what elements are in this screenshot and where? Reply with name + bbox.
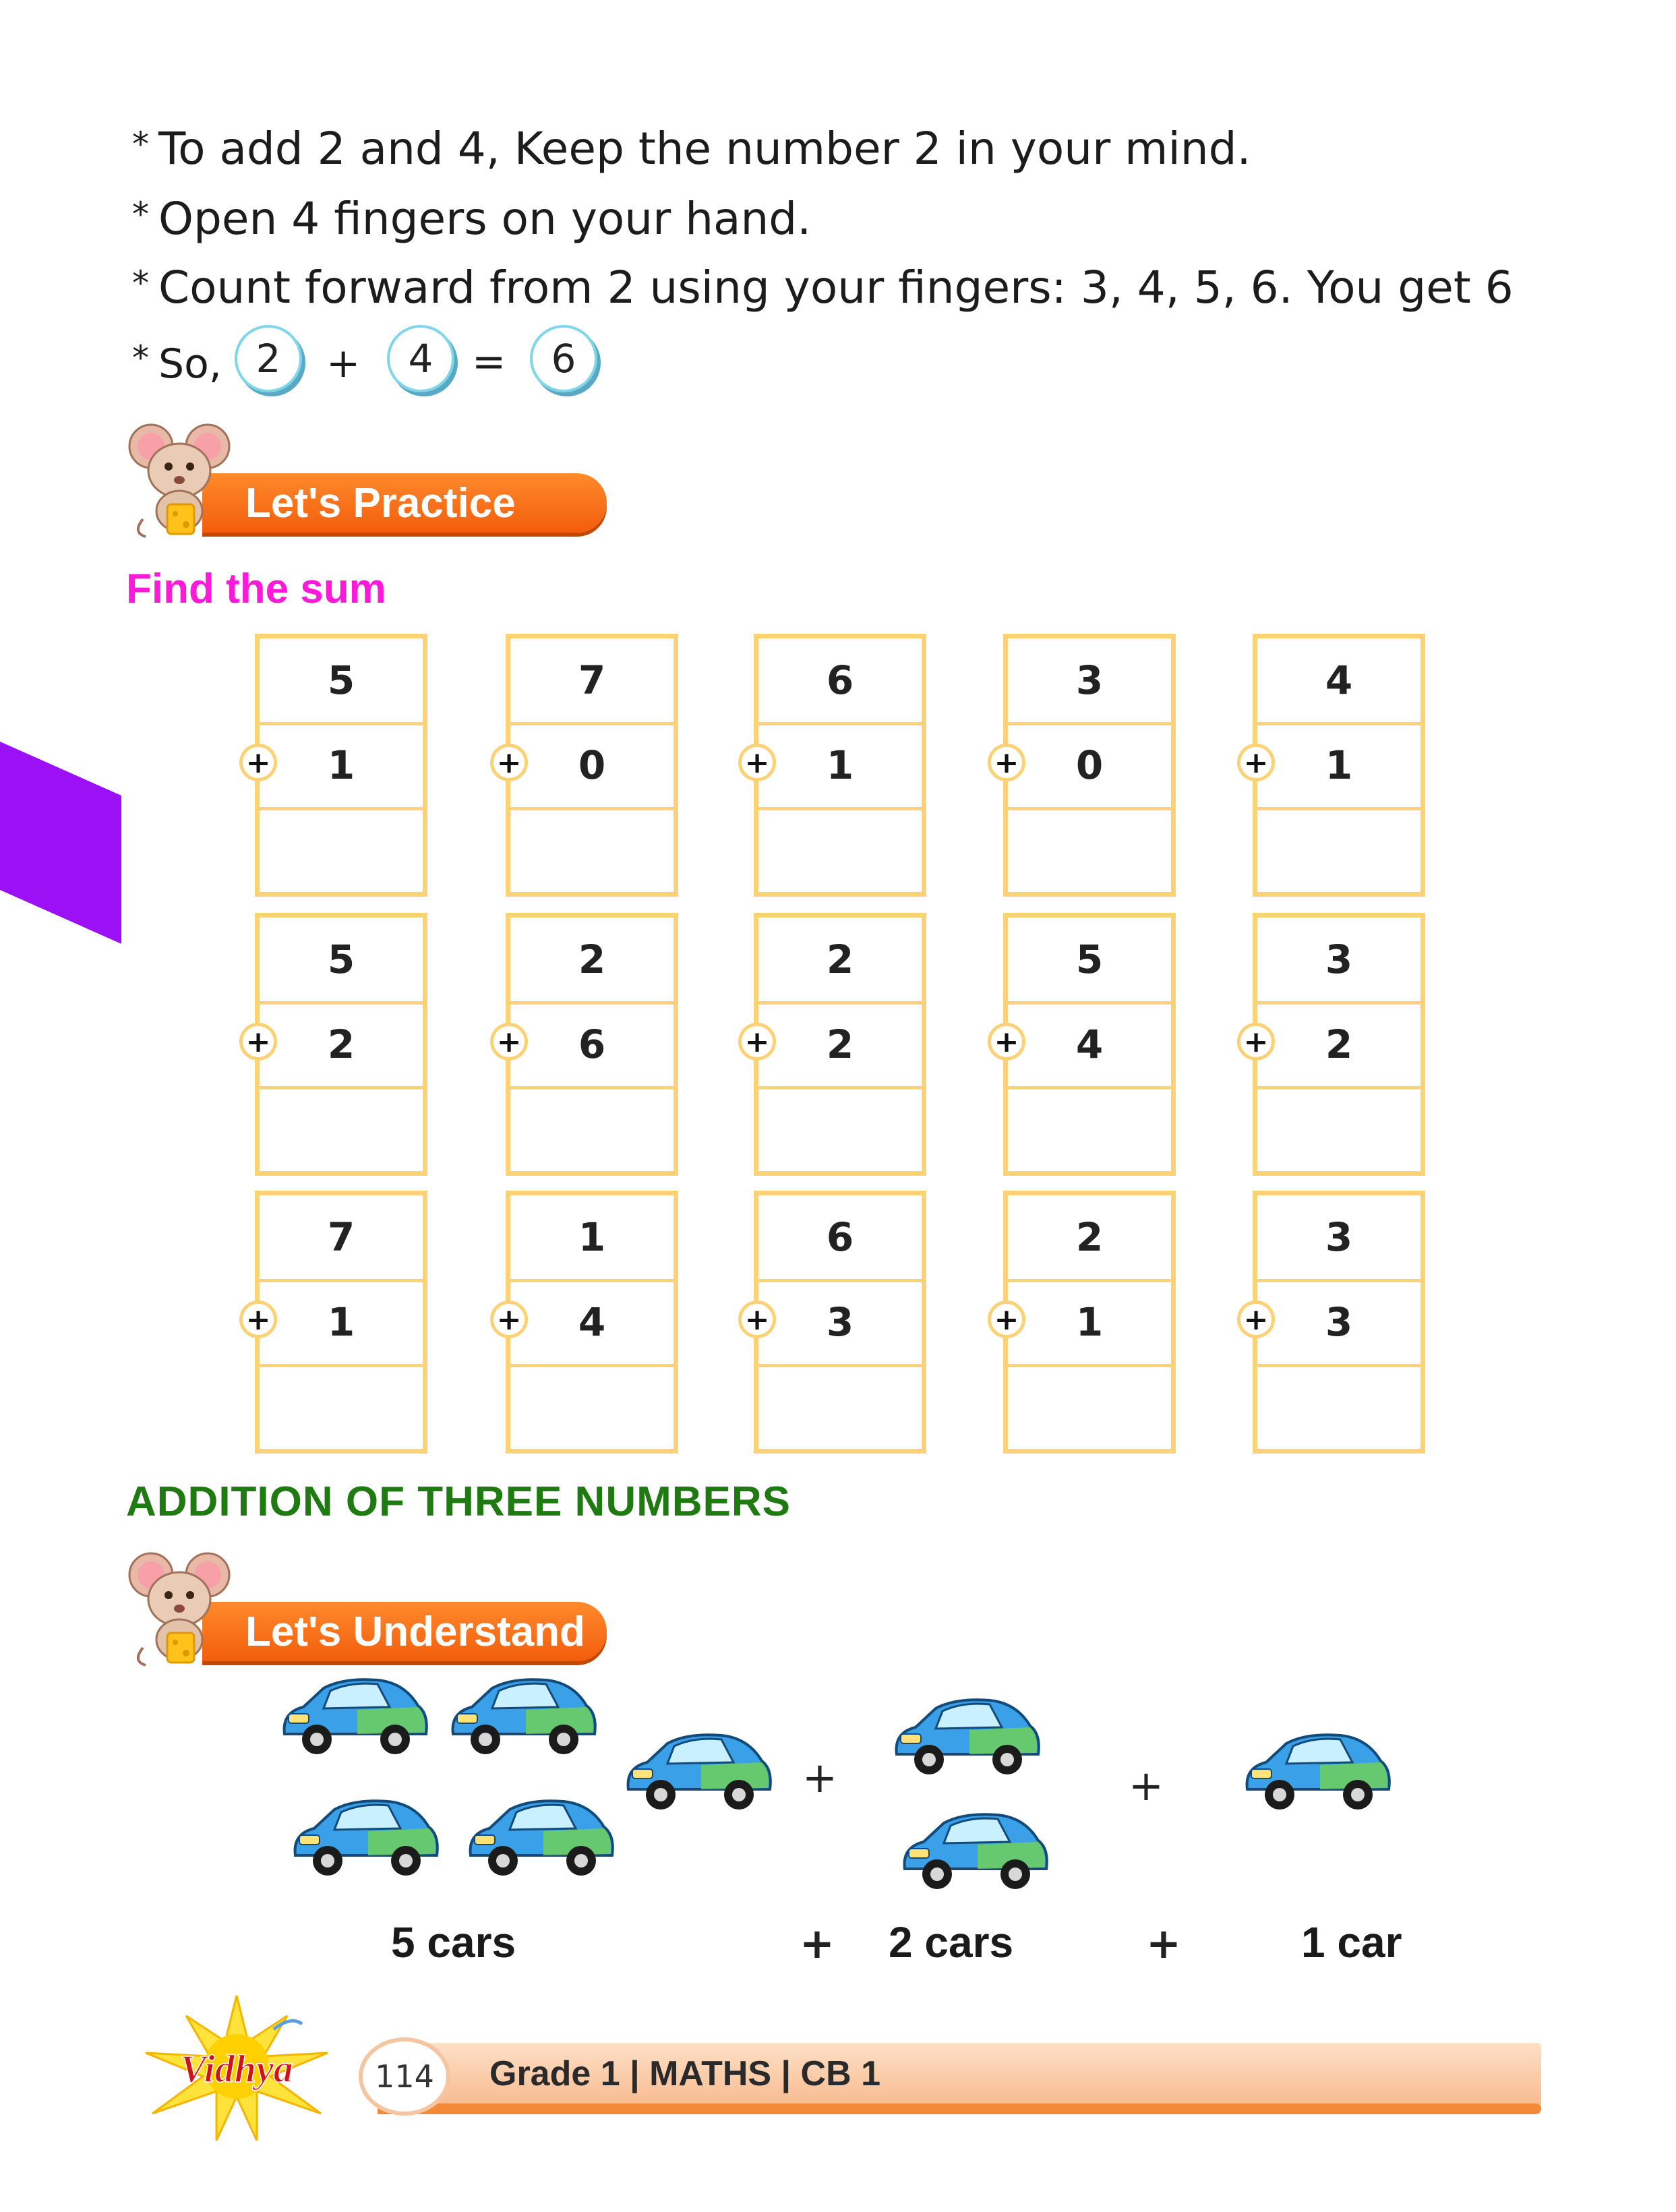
addition-card: [245, 913, 427, 1176]
addition-card: [1243, 1191, 1425, 1454]
mouse-mascot-icon: [125, 1547, 233, 1668]
plus-circle-icon: +: [988, 744, 1025, 781]
card-answer-box[interactable]: [1008, 1090, 1171, 1171]
addition-card: [994, 913, 1176, 1176]
plus-circle-icon: +: [738, 744, 776, 781]
card-answer-box[interactable]: [1257, 811, 1420, 892]
plus-circle-icon: +: [490, 1023, 528, 1060]
card-bottom-number: 6: [510, 1003, 674, 1089]
card-bottom-number: 2: [260, 1003, 423, 1089]
card-bottom-number: 3: [758, 1280, 922, 1367]
addition-card: [744, 1191, 926, 1454]
card-answer-box[interactable]: [1008, 811, 1171, 892]
plus-circle-icon: +: [738, 1301, 776, 1338]
card-bottom-number: 3: [1257, 1280, 1420, 1367]
plus-circle-icon: +: [239, 1023, 277, 1060]
card-bottom-number: 2: [1257, 1003, 1420, 1089]
lets-practice-banner: Let's Practice: [202, 473, 607, 533]
card-top-number: 4: [1257, 638, 1420, 725]
addition-card: [245, 1191, 427, 1454]
car-icon: [620, 1727, 775, 1815]
card-answer-box[interactable]: [260, 1090, 423, 1171]
label-plus-1: +: [800, 1919, 835, 1968]
addition-card: [994, 634, 1176, 897]
plus-circle-icon: +: [239, 1301, 277, 1338]
card-answer-box[interactable]: [758, 811, 922, 892]
intro-line-1: * To add 2 and 4, Keep the number 2 in your mind.: [132, 123, 1251, 175]
card-bottom-number: 1: [260, 1280, 423, 1367]
plus-circle-icon: +: [490, 744, 528, 781]
card-bottom-number: 1: [260, 723, 423, 810]
car-icon: [276, 1672, 431, 1760]
card-bottom-number: 4: [1008, 1003, 1171, 1089]
label-plus-2: +: [1146, 1919, 1181, 1968]
card-answer-box[interactable]: [1257, 1368, 1420, 1449]
card-answer-box[interactable]: [260, 1368, 423, 1449]
addition-card: [744, 913, 926, 1176]
car-icon: [1239, 1727, 1394, 1815]
card-top-number: 5: [260, 638, 423, 725]
addition-card: [245, 634, 427, 897]
card-answer-box[interactable]: [510, 1368, 674, 1449]
card-bottom-number: 0: [510, 723, 674, 810]
card-top-number: 2: [758, 918, 922, 1005]
page-number: 114: [359, 2037, 450, 2116]
plus-circle-icon: +: [988, 1023, 1025, 1060]
card-top-number: 3: [1257, 918, 1420, 1005]
card-bottom-number: 2: [758, 1003, 922, 1089]
car-icon: [445, 1672, 600, 1760]
plus-circle-icon: +: [1237, 1023, 1275, 1060]
card-top-number: 3: [1008, 638, 1171, 725]
card-top-number: 6: [758, 638, 922, 725]
card-top-number: 7: [510, 638, 674, 725]
card-answer-box[interactable]: [1008, 1368, 1171, 1449]
card-answer-box[interactable]: [758, 1368, 922, 1449]
car-icon: [287, 1793, 442, 1881]
card-bottom-number: 0: [1008, 723, 1171, 810]
card-top-number: 5: [1008, 918, 1171, 1005]
card-answer-box[interactable]: [758, 1090, 922, 1171]
plus-circle-icon: +: [738, 1023, 776, 1060]
addition-card: [496, 634, 678, 897]
car-icon: [889, 1692, 1044, 1780]
intro-line-3: * Count forward from 2 using your fingers: 3, 4, 5, 6. You get 6: [132, 262, 1514, 313]
addend-b-circle: 4: [387, 325, 454, 392]
intro-equation: * So, 2 + 4 = 6: [132, 325, 739, 399]
card-top-number: 5: [260, 918, 423, 1005]
plus-sign-1: +: [802, 1753, 837, 1802]
card-top-number: 2: [510, 918, 674, 1005]
card-top-number: 2: [1008, 1195, 1171, 1282]
card-top-number: 7: [260, 1195, 423, 1282]
lets-understand-banner: Let's Understand: [202, 1602, 607, 1661]
footer-course-text: Grade 1 | MATHS | CB 1: [489, 2054, 881, 2093]
card-top-number: 1: [510, 1195, 674, 1282]
vidhya-logo: [125, 1989, 348, 2144]
find-the-sum-heading: Find the sum: [126, 566, 386, 612]
plus-circle-icon: +: [239, 744, 277, 781]
card-bottom-number: 1: [1257, 723, 1420, 810]
card-bottom-number: 4: [510, 1280, 674, 1367]
plus-symbol: +: [326, 340, 361, 387]
card-answer-box[interactable]: [510, 1090, 674, 1171]
result-circle: 6: [530, 325, 597, 392]
card-top-number: 3: [1257, 1195, 1420, 1282]
addition-card: [994, 1191, 1176, 1454]
car-icon: [462, 1793, 618, 1881]
equals-symbol: =: [472, 338, 506, 386]
card-answer-box[interactable]: [510, 811, 674, 892]
label-1-car: 1 car: [1301, 1918, 1402, 1967]
plus-circle-icon: +: [1237, 744, 1275, 781]
mouse-mascot-icon: [125, 418, 233, 539]
label-2-cars: 2 cars: [889, 1918, 1014, 1967]
addition-of-three-numbers-heading: ADDITION OF THREE NUMBERS: [126, 1478, 791, 1525]
addition-card: [496, 913, 678, 1176]
card-answer-box[interactable]: [1257, 1090, 1420, 1171]
intro-line-2: * Open 4 fingers on your hand.: [132, 193, 812, 245]
card-top-number: 6: [758, 1195, 922, 1282]
addition-card: [496, 1191, 678, 1454]
card-bottom-number: 1: [1008, 1280, 1171, 1367]
purple-side-tab: [0, 742, 121, 944]
addition-card: [744, 634, 926, 897]
car-icon: [897, 1807, 1052, 1894]
addend-a-circle: 2: [235, 325, 302, 392]
footer-underline: [378, 2103, 1541, 2114]
addition-card: [1243, 913, 1425, 1176]
plus-circle-icon: +: [1237, 1301, 1275, 1338]
plus-circle-icon: +: [490, 1301, 528, 1338]
card-answer-box[interactable]: [260, 811, 423, 892]
addition-card: [1243, 634, 1425, 897]
plus-sign-2: +: [1129, 1761, 1164, 1810]
card-bottom-number: 1: [758, 723, 922, 810]
logo-text: Vidhya: [180, 2047, 293, 2091]
plus-circle-icon: +: [988, 1301, 1025, 1338]
label-5-cars: 5 cars: [391, 1918, 516, 1967]
